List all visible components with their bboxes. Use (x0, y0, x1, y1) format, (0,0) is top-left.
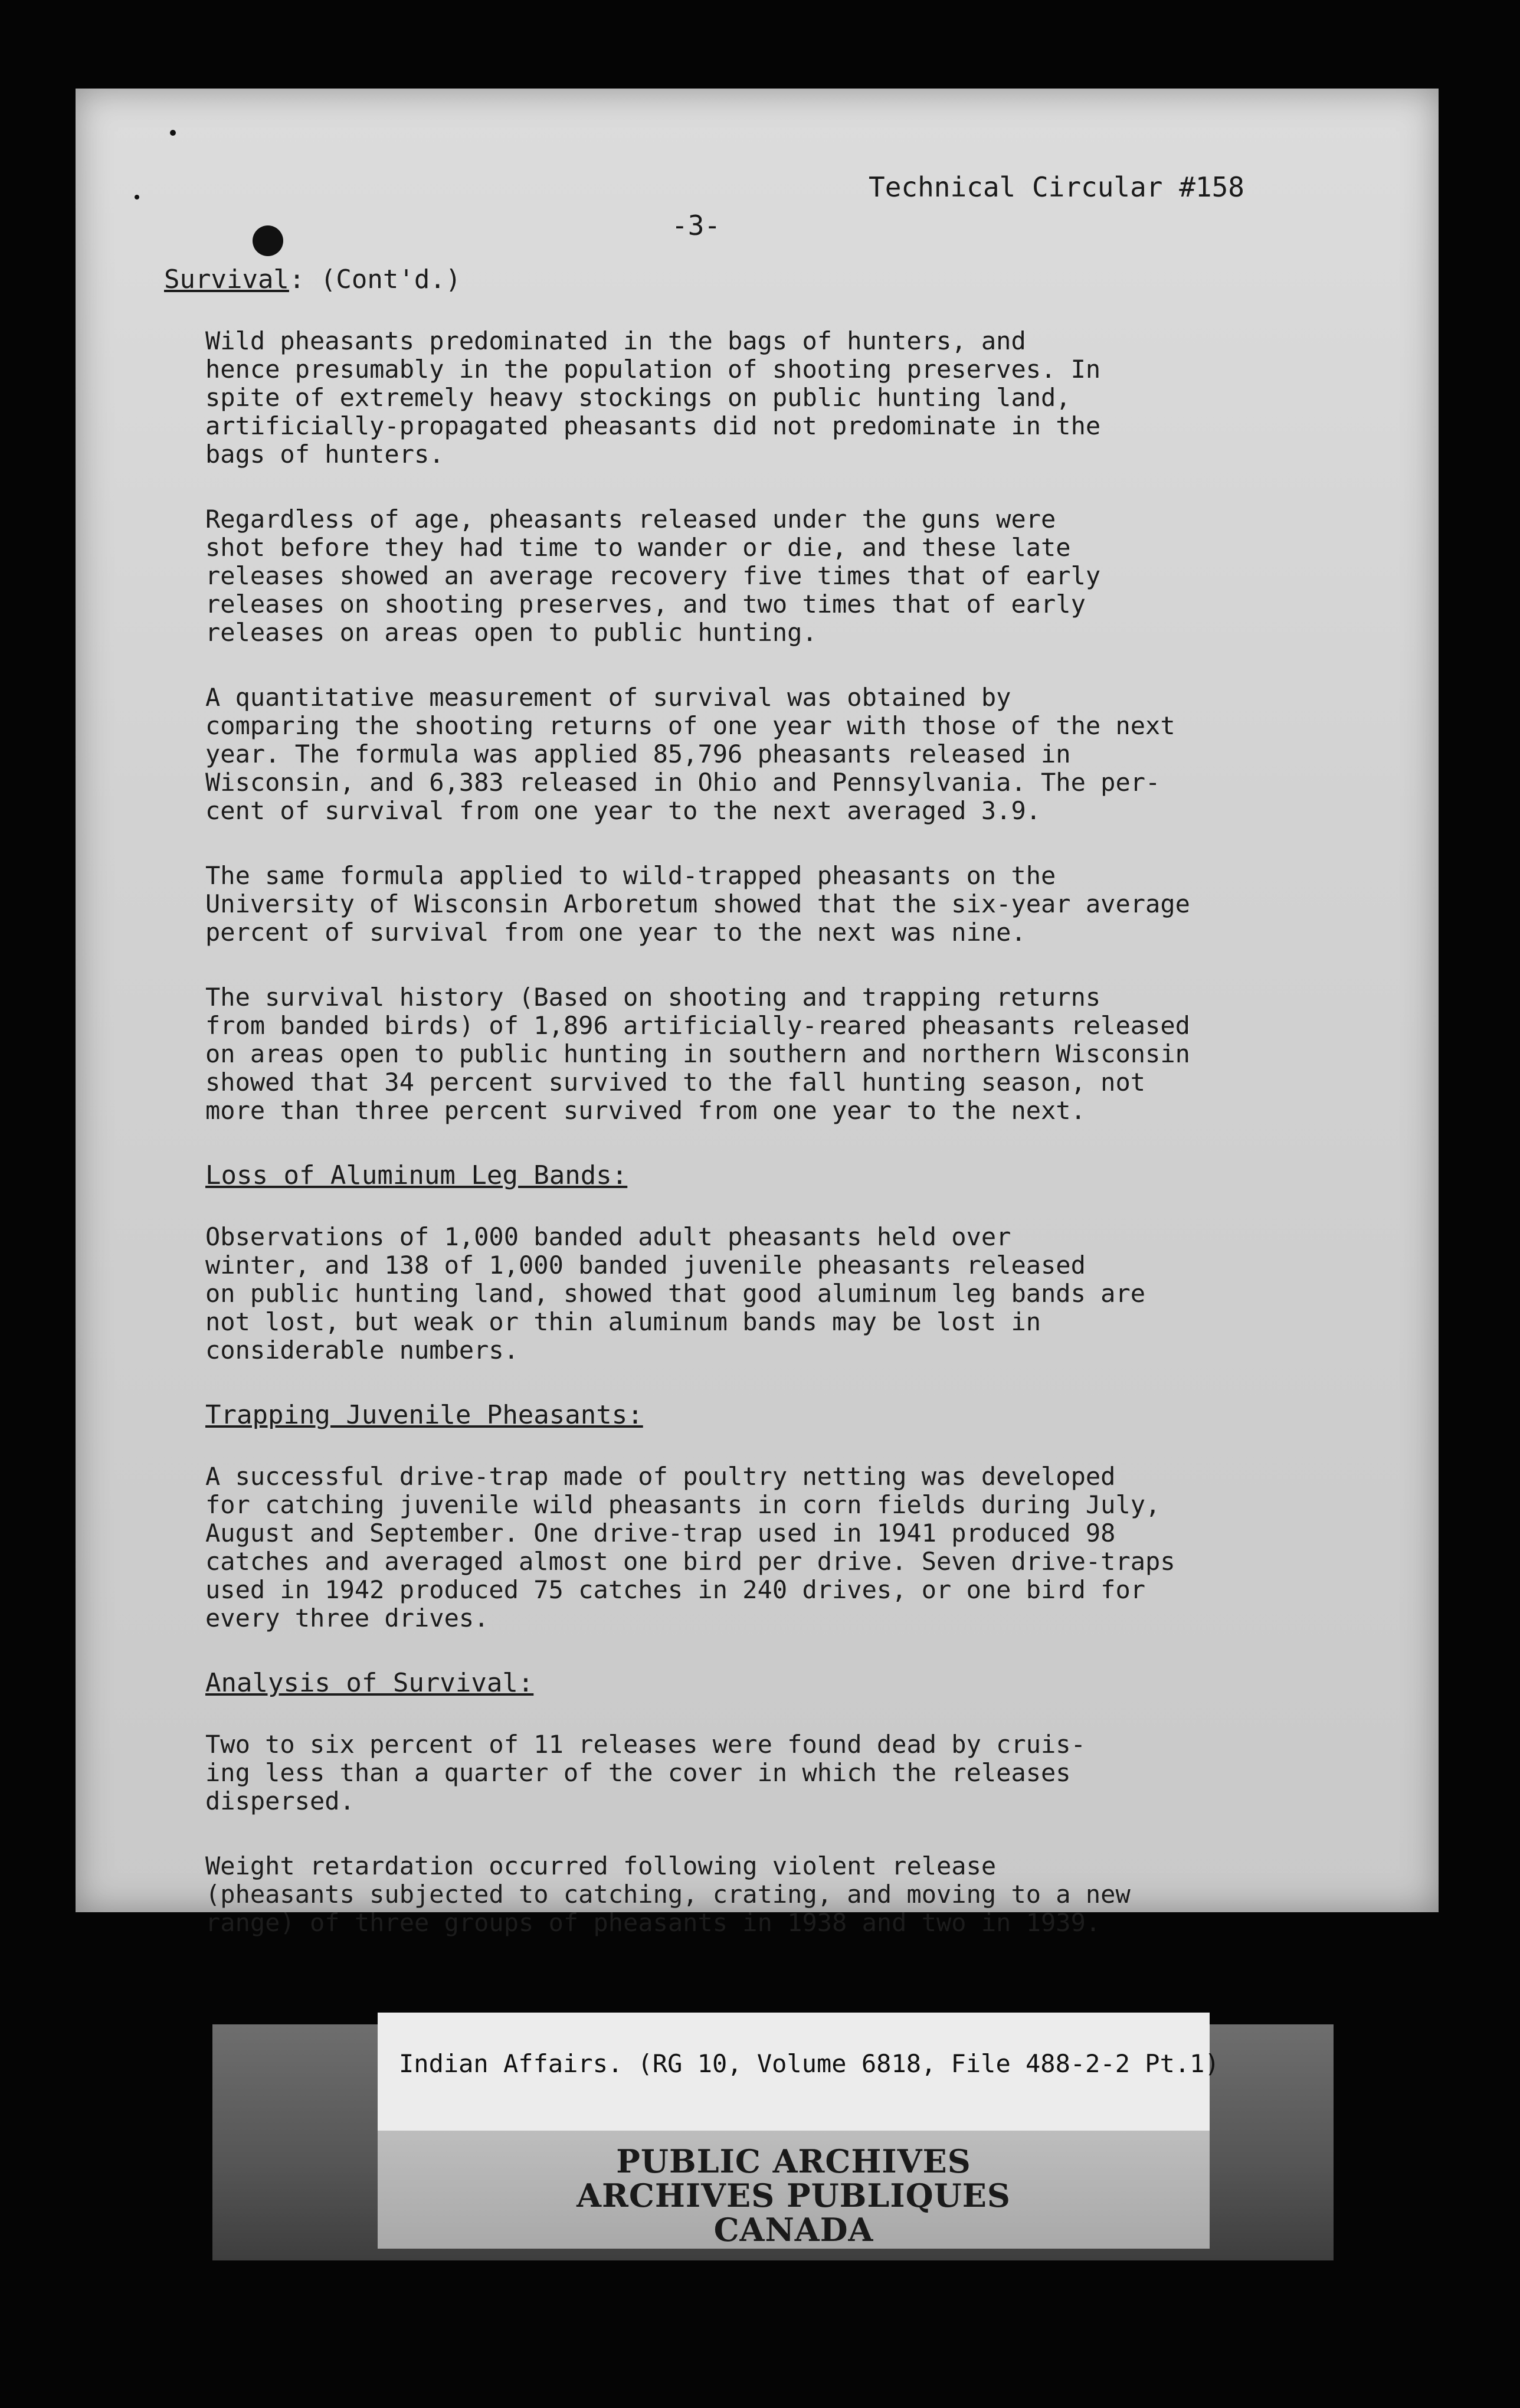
section-heading-leg-bands: Loss of Aluminum Leg Bands: (205, 1160, 628, 1190)
paragraph: Regardless of age, pheasants released under the guns were shot before they had time to wander or die, and these late releases showed an average recovery five times that of early releases on shooting preserves, and two times that of early releases on areas open to public hunting. (205, 505, 1101, 647)
archive-stamp (378, 2131, 1210, 2249)
stamp-line-canada: CANADA (713, 2211, 874, 2249)
paragraph: Weight retardation occurred following violent release (pheasants subjected to catching, crating, and moving to a new range) of three groups of pheasants in 1938 and two in 1939. (205, 1851, 1131, 1937)
section-heading-trapping: Trapping Juvenile Pheasants: (205, 1400, 643, 1430)
archive-citation-label (378, 2013, 1220, 2131)
archive-citation-text: Indian Affairs. (RG 10, Volume 6818, File 488-2-2 Pt.1) (399, 2049, 1220, 2078)
paragraph: The same formula applied to wild-trapped pheasants on the University of Wisconsin Arboretum showed that the six-year average percent of survival from one year to the next was nine. (205, 861, 1190, 947)
paragraph: Wild pheasants predominated in the bags of hunters, and hence presumably in the population of shooting preserves. In spite of extremely heavy stockings on public hunting land, artificially-propagated pheasants did not predominate in the bags of hunters. (205, 326, 1101, 469)
paragraph: A successful drive-trap made of poultry netting was developed for catching juvenile wild pheasants in corn fields during July, August and September. One drive-trap used in 1941 produced 98 catches and averaged almost one bird per drive. Seven drive-traps used in 1942 produced 75 catches in 240 drives, or one bird for every three drives. (205, 1462, 1175, 1632)
typed-document-page (76, 89, 1439, 1937)
section-heading-analysis: Analysis of Survival: (205, 1668, 534, 1698)
dust-speck (170, 130, 176, 136)
dust-speck (135, 195, 139, 199)
paragraph: A quantitative measurement of survival was obtained by comparing the shooting returns of one year with those of the next year. The formula was applied 85,796 pheasants released in Wisconsin, and 6,383 released in Ohio and Pennsylvania. The per- cent of survival from one year to the next averaged 3.9. (205, 683, 1175, 825)
paragraph: Two to six percent of 11 releases were found dead by cruis- ing less than a quarter of the cover in which the releases dispersed. (205, 1730, 1086, 1815)
stamp-line-public-archives: PUBLIC ARCHIVES (616, 2142, 971, 2180)
paragraph: Observations of 1,000 banded adult pheasants held over winter, and 138 of 1,000 banded juvenile pheasants released on public hunting land, showed that good aluminum leg bands are not lost, but weak or thin aluminum bands may be lost in considerable numbers. (205, 1222, 1146, 1365)
page-number: -3- (671, 210, 721, 241)
document-body (164, 264, 1362, 1974)
punch-hole (253, 225, 283, 256)
section-heading-survival: Survival: (Cont'd.) (164, 264, 461, 295)
stamp-line-archives-publiques: ARCHIVES PUBLIQUES (576, 2177, 1011, 2214)
document-header: Technical Circular #158 (869, 171, 1244, 203)
paragraph: The survival history (Based on shooting and trapping returns from banded birds) of 1,896 artificially-reared pheasants released on areas open to public hunting in southern and northern Wisconsin showed that 34 percent survived to the fall hunting season, not more than three percent survived from one year to the next. (205, 983, 1190, 1125)
